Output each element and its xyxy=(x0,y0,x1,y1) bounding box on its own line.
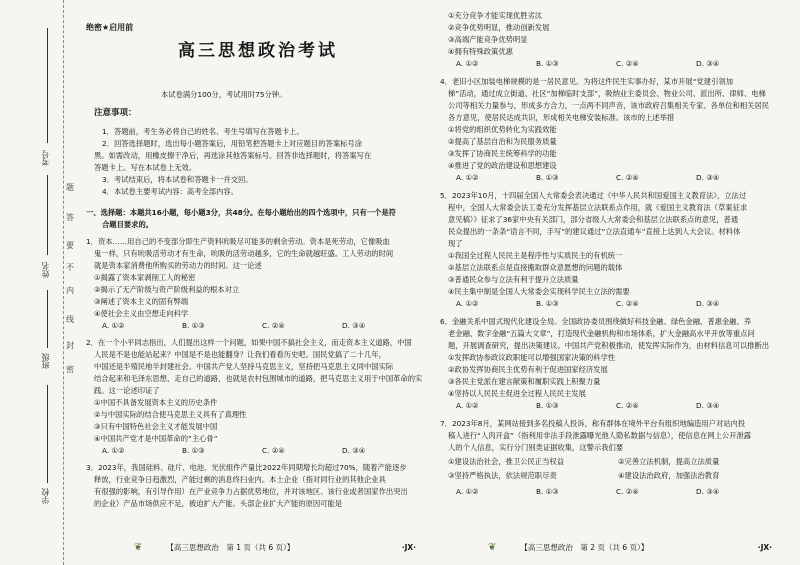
question-7-item: ④建设法治政府，加强法治教育 xyxy=(618,471,720,480)
seal-char: 密 xyxy=(66,365,74,374)
class-label: 班级 xyxy=(41,353,50,369)
option-b[interactable]: B. ①③ xyxy=(536,487,559,496)
option-c[interactable]: C. ②④ xyxy=(262,321,285,330)
seal-dashed-line xyxy=(63,0,64,565)
option-d[interactable]: D. ③④ xyxy=(342,446,366,455)
question-6-item: ①发挥政协参政议政职能可以增强国家决策的科学性 xyxy=(448,353,616,362)
section-heading: 一、选择题：本题共16小题，每小题3分，共48分。在每小题给出的四个选项中，只有一个是符 xyxy=(86,208,396,217)
page-number: 【高三思想政治 第 1 页（共 6 页）】 xyxy=(166,543,295,553)
question-2-text: 结合起来和毛泽东思想，走自己的道路，也就是农村包围城市的道路，把马克思主义用于中国革命的实 xyxy=(94,374,423,383)
question-1-item: ②揭示了无产阶级与资产阶级利益的根本对立 xyxy=(94,285,240,294)
question-6-item: ③各民主党派在建言献策和履职实践上积聚力量 xyxy=(448,377,601,386)
question-5-item: ②基层立法联系点是直接搬取群众意愿想的问题的载体 xyxy=(448,263,623,272)
question-4-item: ②提高了基层自治和为民服务质量 xyxy=(448,137,557,146)
question-4-item: ④推进了党的政治建设和思想建设 xyxy=(448,161,557,170)
option-a[interactable]: A. ①② xyxy=(456,401,479,410)
option-d[interactable]: D. ③④ xyxy=(696,299,720,308)
question-5-item: ③普通民众参与立法有利于提升立法质量 xyxy=(448,275,579,284)
option-c[interactable]: C. ②④ xyxy=(262,446,285,455)
question-1-text: 鬼一样，只有吮吸活劳动才有生命，吮吸的活劳动越多，它的生命就越旺盛。工人劳动的时间 xyxy=(94,249,394,258)
name-label: 姓名 xyxy=(41,262,50,278)
seal-char: 线 xyxy=(66,315,74,324)
question-5-item: ④民主集中制是全国人大常委会实现科学民主立法的需要 xyxy=(448,287,630,296)
option-c[interactable]: C. ②④ xyxy=(616,59,639,68)
page-title: 高三思想政治考试 xyxy=(178,41,338,61)
question-3-text: 3．2023年，我国硅料、硅片、电池、光伏组件产量比2022年同期增长均超过70%，随着产能逐步 xyxy=(86,463,407,472)
question-6-text: 老金融、数字金融“五篇大文章”，打造现代金融机构和市场体系，扩大金融高水平开放等重点问 xyxy=(448,329,755,338)
option-b[interactable]: B. ①③ xyxy=(536,401,559,410)
question-3-item: ①充分竞争才能实现优胜劣汰 xyxy=(448,11,543,20)
option-b[interactable]: B. ①③ xyxy=(536,59,559,68)
question-2-item: ①中国不具备发展资本主义的历史条件 xyxy=(94,398,218,407)
option-a[interactable]: A. ①② xyxy=(456,173,479,182)
option-b[interactable]: B. ①③ xyxy=(182,321,205,330)
question-4-text: 4．老旧小区加装电梯规模的是一居民意见。为将这件民生实事办好，某市开展“党建引领加 xyxy=(440,77,733,86)
option-d[interactable]: D. ③④ xyxy=(342,321,366,330)
seal-char: 内 xyxy=(66,286,74,295)
question-5-text: 现了 xyxy=(448,239,463,248)
question-1-options xyxy=(102,320,422,332)
question-4-text: 各方意见，使居民达成共识，形成相关电梯安装标准。该市的上述举措 xyxy=(448,113,675,122)
seal-char: 封 xyxy=(66,341,74,350)
question-2-item: ②与中国实际的结合使马克思主义具有了真理性 xyxy=(94,410,247,419)
question-7-item: ③坚持严格执法，依法规范职尽责 xyxy=(448,471,557,480)
class-line xyxy=(47,290,48,348)
note-line: 1．答题前，考生务必将自己的姓名、考生号填写在答题卡上。 xyxy=(102,127,304,136)
exam-number-label: 考号 xyxy=(41,150,50,166)
question-2-text: 人民是不是也能站起来？中国是不是也能翻身？让我们看看历史吧。国民党搞了二十几年， xyxy=(94,350,386,359)
question-5-text: 意见稿）》征求了36家中央有关部门，部分省级人大常委会和基层立法联系点的意见，普通 xyxy=(448,215,739,224)
footer-mark: ·JX· xyxy=(757,543,772,553)
question-1-text: 1．资本……用自己的不变部分即生产资料吮吸尽可能多的剩余劳动。资本是死劳动，它像吸血 xyxy=(86,237,390,246)
option-d[interactable]: D. ③④ xyxy=(696,487,720,496)
question-1-item: ④使社会主义由空想走向科学 xyxy=(94,309,189,318)
question-4-options xyxy=(456,172,776,184)
question-4-text: 梯”活动，通过成立街道、社区“加梯临时支部”，吸纳业主委员会、物业公司、派出所、律师、电梯 xyxy=(448,89,766,98)
binding-margin xyxy=(0,0,78,565)
exam-subtitle: 本试卷满分100分，考试用时75分钟。 xyxy=(161,90,287,99)
note-line: 4．本试卷主要考试内容：高考全部内容。 xyxy=(102,187,238,196)
question-5-text: 5．2023年10月，十四届全国人大常委会表决通过《中华人民共和国爱国主义教育法》，立法过 xyxy=(440,191,747,200)
question-5-text: 民众提出的一条条“语言不同，手写”的建议通过“立法直通车”直接上达到人大会议。材料体 xyxy=(448,227,741,236)
note-line: 黑。如需改动，用橡皮擦干净后，再选涂其他答案标号。回答非选择题时，将答案写在 xyxy=(94,151,372,160)
option-b[interactable]: B. ①③ xyxy=(182,446,205,455)
question-7-text: 7．2023年8月，某网站接到多名投稿人投诉，称有群体在境外平台有组织地编造用户对站内投 xyxy=(440,419,746,428)
question-2-text: 中国还是半殖民地半封建社会。中国共产党人坚持马克思主义，坚持把马克思主义同中国实际 xyxy=(94,362,394,371)
question-4-item: ①将党的组织优势转化为实践效能 xyxy=(448,125,557,134)
question-2-item: ④中国共产党才是中国革命的“主心骨” xyxy=(94,434,218,443)
seal-char: 不 xyxy=(66,263,74,272)
leaf-icon: ❦ xyxy=(134,542,143,554)
option-b[interactable]: B. ①③ xyxy=(536,299,559,308)
question-7-item: ②完善立法机制，提高立法质量 xyxy=(618,457,720,466)
confidential-mark: 绝密★启用前 xyxy=(86,23,134,32)
leaf-icon: ❦ xyxy=(488,542,497,554)
question-6-options xyxy=(456,400,776,412)
question-3-text: 的企业）产品市场供应不足，被迫扩大产能。头部企业扩大产能的原因可能是 xyxy=(94,499,343,508)
question-3-text: 释放，行业竞争日趋激烈，产能过剩的消息终扫业内。本土企业（指对同行业的其他企业具 xyxy=(94,475,386,484)
question-6-text: 题，开展调查研究，提出决策建议。中国共产党积极推动，使发挥实际作为，由材料信息可以推断出 xyxy=(448,341,770,350)
question-4-item: ③发挥了协商民主统筹科学的功能 xyxy=(448,149,557,158)
seal-char: 题 xyxy=(66,183,74,192)
question-4-text: 公司等相关力量参与，形成多方合力，一点两不同声音，该市政府召集相关专家、各单位和相关居民 xyxy=(448,101,770,110)
question-7-text: 人的个人信息，实行分门别类证据收集，这警示我们要 xyxy=(448,443,624,452)
option-a[interactable]: A. ①② xyxy=(456,59,479,68)
option-b[interactable]: B. ①③ xyxy=(536,173,559,182)
option-c[interactable]: C. ②④ xyxy=(616,487,639,496)
question-6-item: ②政协发挥协商民主优势有利于促进国家经济发展 xyxy=(448,365,608,374)
question-5-options xyxy=(456,298,776,310)
option-d[interactable]: D. ③④ xyxy=(696,173,720,182)
option-d[interactable]: D. ③④ xyxy=(696,401,720,410)
question-5-item: ①我国全过程人民民主是程序性与实质民主的有机统一 xyxy=(448,251,623,260)
question-2-options xyxy=(102,445,422,457)
seal-char: 答 xyxy=(66,213,74,222)
option-a[interactable]: A. ①② xyxy=(456,299,479,308)
question-7-item: ①建设法治社会，推卫公民正当权益 xyxy=(448,457,564,466)
question-3-text: 有很强的影响，有引导作用）在产业竞争力占据优势地位，并对该地区、该行业或者国家作出突出 xyxy=(94,487,408,496)
question-3-item: ②竞争优势明显，推动创新发展 xyxy=(448,23,550,32)
question-3-item: ③高端产能竞争优势明显 xyxy=(448,35,528,44)
school-line xyxy=(47,385,48,483)
question-2-text: 2．在一个小平同志指出，人们提出这样一个问题，如果中国不搞社会主义，而走资本主义道路，中国 xyxy=(86,338,412,347)
seal-char: 要 xyxy=(66,241,74,250)
question-2-text: 践。这一论述印证了 xyxy=(94,386,160,395)
question-1-text: 就是资本家消费他所购买的劳动力的时间。这一论述 xyxy=(94,261,262,270)
exam-number-line xyxy=(47,28,48,143)
page-1-footer xyxy=(86,541,416,555)
name-line xyxy=(47,175,48,255)
option-d[interactable]: D. ③④ xyxy=(696,59,720,68)
question-7-options xyxy=(456,486,776,498)
question-3-options xyxy=(456,58,776,70)
school-label: 学校 xyxy=(41,488,50,504)
page-2-footer xyxy=(440,541,772,555)
question-1-item: ③阐述了资本主义的固有弊端 xyxy=(94,297,189,306)
note-line: 2．回答选择题时，选出每小题答案后，用铅笔把答题卡上对应题目的答案标号涂 xyxy=(102,139,363,148)
question-1-item: ①揭露了资本家剥削工人的秘密 xyxy=(94,273,196,282)
note-line: 答题卡上。写在本试卷上无效。 xyxy=(94,163,197,172)
question-3-item: ④拥有特殊政策优惠 xyxy=(448,47,513,56)
question-6-item: ④坚持以人民民主促进全过程人民民主发展 xyxy=(448,389,586,398)
option-a[interactable]: A. ①② xyxy=(102,446,125,455)
question-6-text: 6．金融关系中国式现代化建设全局。全国政协委员围绕做好科技金融、绿色金融、普惠金融、养 xyxy=(440,317,752,326)
page-1-column xyxy=(86,0,423,565)
note-line: 3．考试结束后，将本试卷和答题卡一并交回。 xyxy=(102,175,253,184)
option-a[interactable]: A. ①② xyxy=(102,321,125,330)
option-c[interactable]: C. ②④ xyxy=(616,173,639,182)
option-c[interactable]: C. ②④ xyxy=(616,401,639,410)
page-number: 【高三思想政治 第 2 页（共 6 页）】 xyxy=(520,543,649,553)
question-2-item: ③只有中国特色社会主义才能发展中国 xyxy=(94,422,218,431)
notes-heading: 注意事项： xyxy=(94,108,137,118)
section-heading: 合题目要求的。 xyxy=(102,220,154,229)
option-a[interactable]: A. ①② xyxy=(456,487,479,496)
page-2-column xyxy=(440,0,772,565)
footer-mark: ·JX· xyxy=(401,543,416,553)
question-5-text: 程中，全国人大常委会法工委充分发挥基层立法联系点作用，就《爱国主义教育法（草案征求 xyxy=(448,203,748,212)
option-c[interactable]: C. ②④ xyxy=(616,299,639,308)
question-7-text: 稿人进行“人肉开盒”（指利用非法手段泄露曝光他人隐私数据与信息），使信息在网上公开泄露 xyxy=(448,431,752,440)
